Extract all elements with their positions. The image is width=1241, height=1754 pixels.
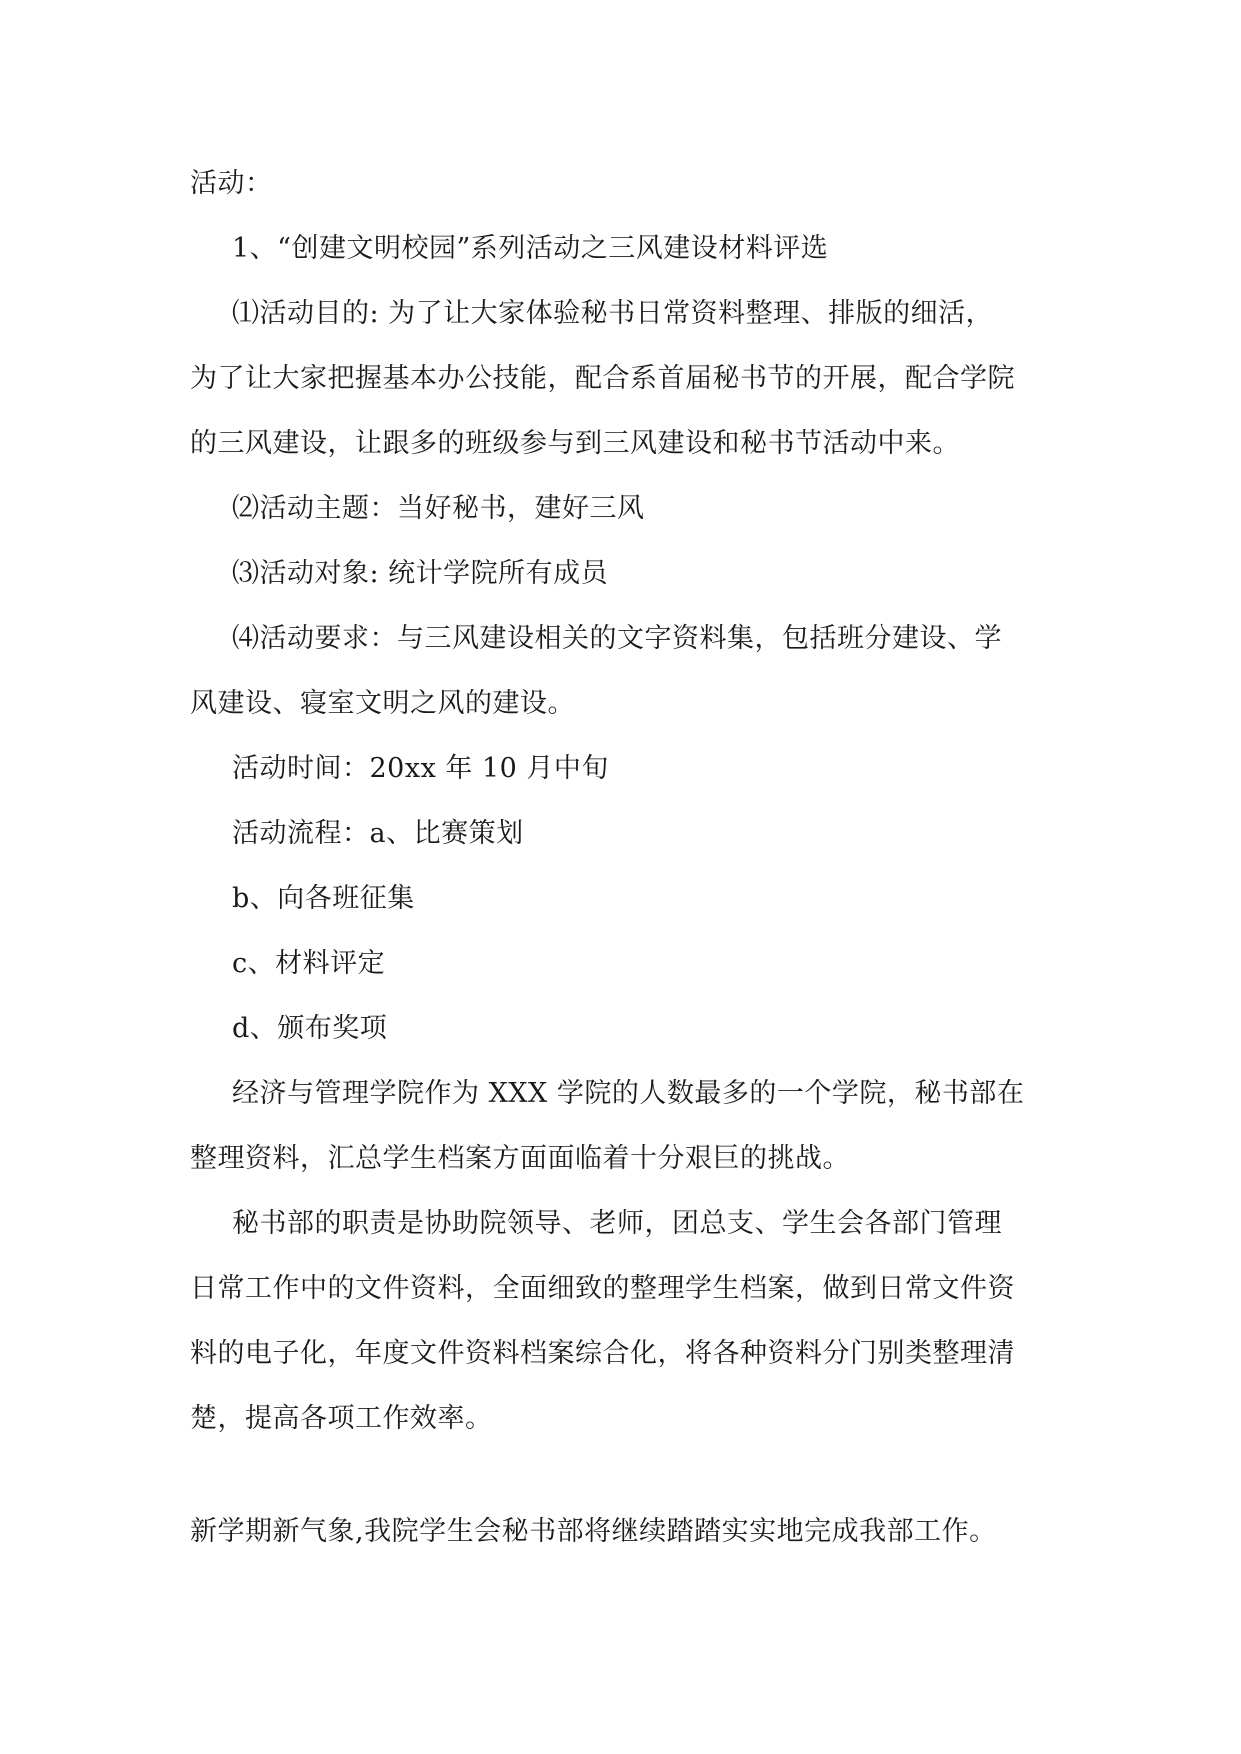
text-line-college-intro-cont: 整理资料，汇总学生档案方面面临着十分艰巨的挑战。 bbox=[190, 1143, 850, 1174]
text-line-duties: 秘书部的职责是协助院领导、老师，团总支、学生会各部门管理 bbox=[232, 1208, 1002, 1239]
text-line-duties-cont-1: 日常工作中的文件资料，全面细致的整理学生档案，做到日常文件资 bbox=[190, 1273, 1015, 1304]
text-line-time: 活动时间：20xx 年 10 月中旬 bbox=[232, 753, 609, 784]
text-line-item-1-title: 1、“创建文明校园”系列活动之三风建设材料评选 bbox=[232, 233, 829, 264]
text-line-college-intro: 经济与管理学院作为 XXX 学院的人数最多的一个学院，秘书部在 bbox=[232, 1078, 1025, 1109]
text-line-target: ⑶活动对象: 统计学院所有成员 bbox=[232, 558, 609, 589]
text-line-process-d: d、颁布奖项 bbox=[232, 1013, 388, 1044]
text-line-requirement-cont: 风建设、寝室文明之风的建设。 bbox=[190, 688, 575, 719]
text-line-purpose-cont-2: 的三风建设，让跟多的班级参与到三风建设和秘书节活动中来。 bbox=[190, 428, 960, 459]
text-line-activity-heading: 活动： bbox=[190, 168, 273, 199]
text-line-process-a: 活动流程：a、比赛策划 bbox=[232, 818, 524, 849]
text-line-process-b: b、向各班征集 bbox=[232, 883, 415, 914]
text-line-purpose: ⑴活动目的: 为了让大家体验秘书日常资料整理、排版的细活， bbox=[232, 298, 994, 329]
text-line-duties-cont-3: 楚，提高各项工作效率。 bbox=[190, 1403, 493, 1434]
text-line-closing: 新学期新气象,我院学生会秘书部将继续踏踏实实地完成我部工作。 bbox=[190, 1516, 997, 1547]
text-line-process-c: c、材料评定 bbox=[232, 948, 386, 979]
text-line-purpose-cont-1: 为了让大家把握基本办公技能，配合系首届秘书节的开展，配合学院 bbox=[190, 363, 1015, 394]
text-line-theme: ⑵活动主题：当好秘书，建好三风 bbox=[232, 493, 645, 524]
text-line-duties-cont-2: 料的电子化，年度文件资料档案综合化，将各种资料分门别类整理清 bbox=[190, 1338, 1015, 1369]
text-line-requirement: ⑷活动要求：与三风建设相关的文字资料集，包括班分建设、学 bbox=[232, 623, 1002, 654]
